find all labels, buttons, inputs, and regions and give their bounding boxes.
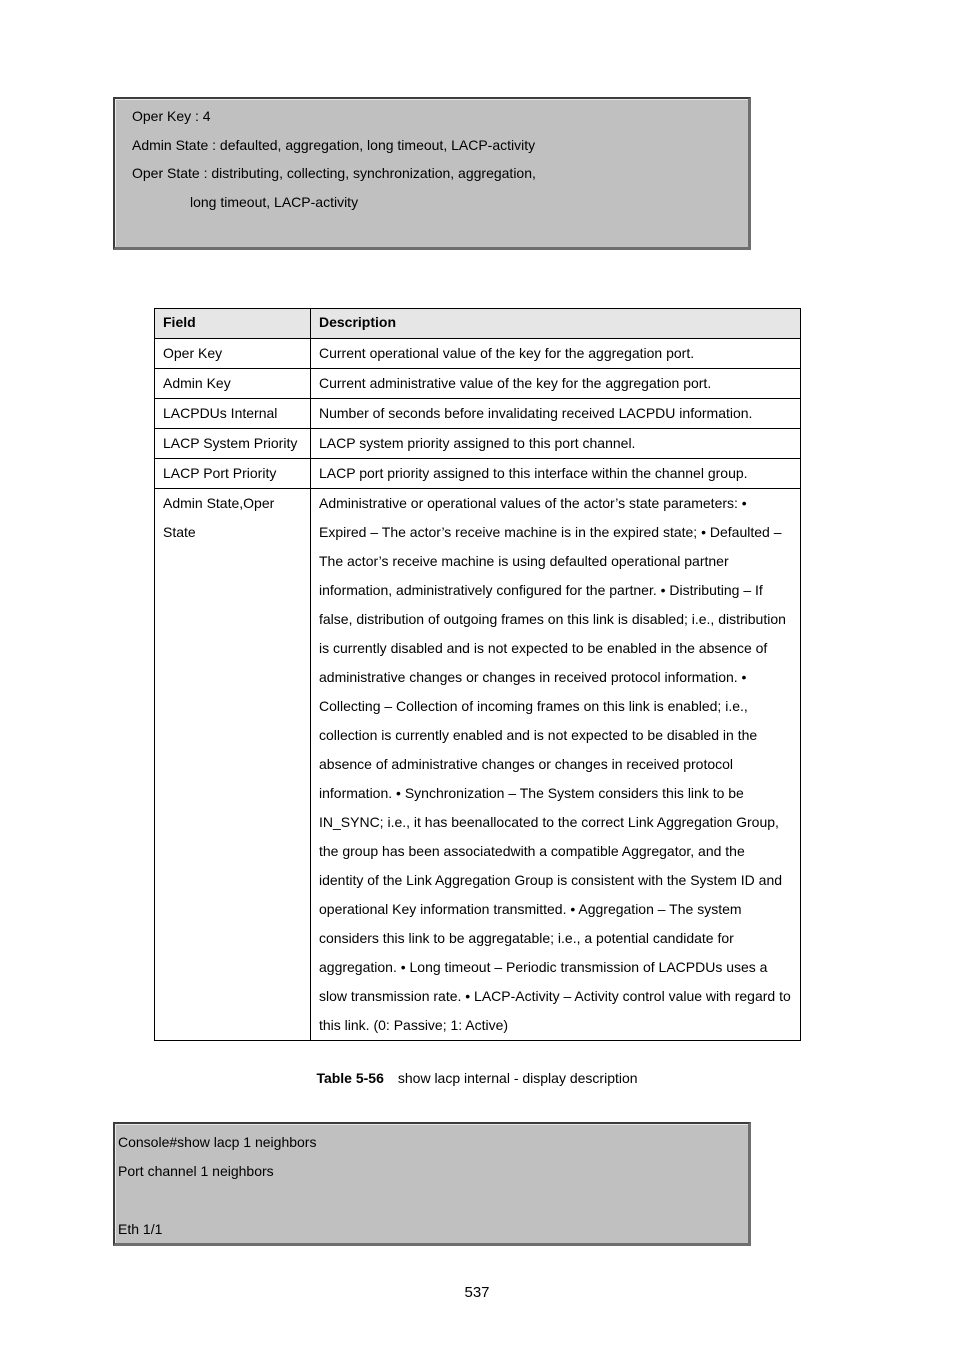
description-cell: LACP system priority assigned to this port channel. — [311, 429, 801, 459]
column-header-field: Field — [155, 309, 311, 339]
field-cell: LACP System Priority — [155, 429, 311, 459]
description-cell: Current operational value of the key for the aggregation port. — [311, 339, 801, 369]
console-line: long timeout, LACP-activity — [190, 194, 359, 210]
table-row — [155, 429, 801, 459]
field-cell: Oper Key — [155, 339, 311, 369]
field-cell: LACPDUs Internal — [155, 399, 311, 429]
console-output-bottom — [113, 1122, 751, 1246]
table-row — [155, 459, 801, 489]
field-cell: LACP Port Priority — [155, 459, 311, 489]
caption-text: show lacp internal - display description — [397, 1070, 638, 1086]
description-cell: Current administrative value of the key for the aggregation port. — [311, 369, 801, 399]
description-table — [154, 308, 801, 1041]
table-header-row — [155, 309, 801, 339]
column-header-description: Description — [311, 309, 801, 339]
table-caption — [0, 1070, 954, 1086]
console-line: Eth 1/1 — [118, 1221, 163, 1237]
table-row — [155, 399, 801, 429]
console-line: Console#show lacp 1 neighbors — [118, 1134, 317, 1150]
field-cell: Admin State,Oper State — [155, 489, 311, 1041]
description-cell: Number of seconds before invalidating received LACPDU information. — [311, 399, 801, 429]
console-line: Oper State : distributing, collecting, synchronization, aggregation, — [132, 165, 536, 181]
console-line: Oper Key : 4 — [132, 108, 211, 124]
field-cell: Admin Key — [155, 369, 311, 399]
console-line: Admin State : defaulted, aggregation, long timeout, LACP-activity — [132, 137, 536, 153]
page-number: 537 — [464, 1284, 490, 1301]
description-cell: Administrative or operational values of the actor’s state parameters: • Expired – The actor’s receive machine is in the expired state; • Defaulted – The actor’s receive machine is using defaulted operational partner information, administratively configured for the partner. • Distributing – If false, distribution of outgoing frames on this link is disabled; i.e., distribution is currently disabled and is not expected to be enabled in the absence of administrative changes or changes in received protocol information. • Collecting – Collection of incoming frames on this link is enabled; i.e., collection is currently enabled and is not expected to be disabled in the absence of administrative changes or changes in received protocol information. • Synchronization – The System considers this link to be IN_SYNC; i.e., it has beenallocated to the correct Link Aggregation Group, the group has been associatedwith a compatible Aggregator, and the identity of the Link Aggregation Group is consistent with the System ID and operational Key information transmitted. • Aggregation – The system considers this link to be aggregatable; i.e., a potential candidate for aggregation. • Long timeout – Periodic transmission of LACPDUs uses a slow transmission rate. • LACP-Activity – Activity control value with regard to this link. (0: Passive; 1: Active) — [311, 489, 801, 1041]
table-row — [155, 369, 801, 399]
caption-label: Table 5-56 — [316, 1070, 384, 1086]
console-line: Port channel 1 neighbors — [118, 1163, 274, 1179]
table-row — [155, 339, 801, 369]
description-cell: LACP port priority assigned to this interface within the channel group. — [311, 459, 801, 489]
table-row — [155, 489, 801, 1041]
console-output-top — [113, 97, 751, 250]
